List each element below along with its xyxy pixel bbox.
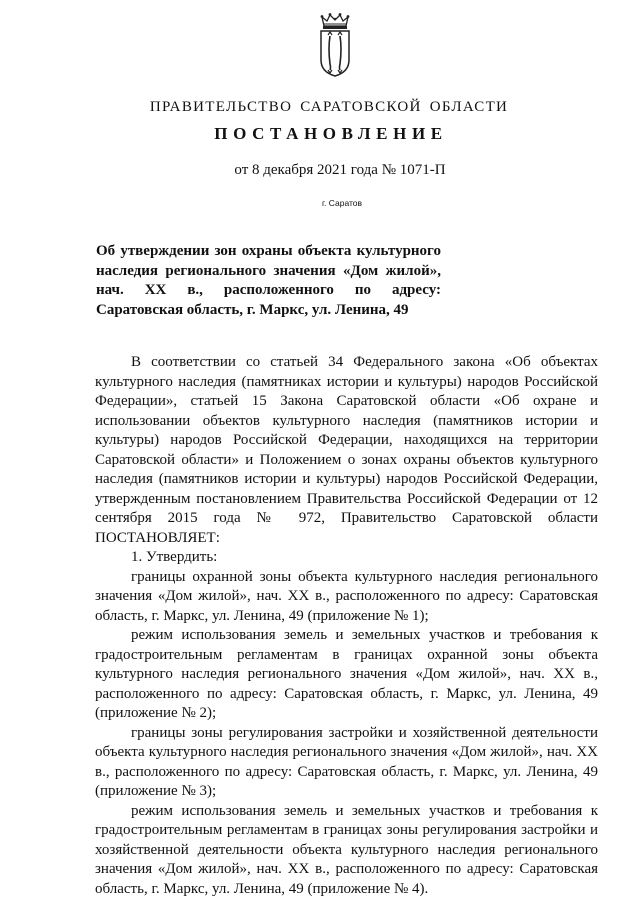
government-name: ПРАВИТЕЛЬСТВО САРАТОВСКОЙ ОБЛАСТИ bbox=[149, 99, 509, 115]
preamble-paragraph: В соответствии со статьей 34 Федерального закона «Об объектах культурного наследия (памятниках истории и культуры) народов Российской Федерации», статьей 15 Закона Саратовской области «Об охране и использовании объектов культурного наследия (памятников истории и культуры) народов Российской Федерации, находящихся на территории Саратовской области» и Положением о зонах охраны объектов культурного наследия (памятников истории и культуры) народов Российской Федерации, утвержденным постановлением Правительства Российской Федерации от 12 сентября 2015 года № 972, Правительство Саратовской области ПОСТАНОВЛЯЕТ: bbox=[95, 354, 598, 546]
subitem-paragraph-3: границы зоны регулирования застройки и хозяйственной деятельности объекта культурного наследия регионального значения «Дом жилой», нач. XX в., расположенного по адресу: Саратовская область, г. Маркс, ул. Ленина, 49 (приложение № 3); bbox=[95, 724, 598, 799]
item-1-paragraph: 1. Утвердить: bbox=[131, 549, 218, 565]
document-date-number: от 8 декабря 2021 года № 1071-П bbox=[234, 162, 446, 178]
document-city: г. Саратов bbox=[321, 198, 363, 208]
document-type: ПОСТАНОВЛЕНИЕ bbox=[214, 124, 448, 143]
saratov-region-coat-of-arms-icon bbox=[318, 12, 352, 78]
subitem-paragraph-4: режим использования земель и земельных участков и требования к градостроительным регламентам в границах зоны регулирования застройки и хозяйственной деятельности объекта культурного наследия регионального значения «Дом жилой», нач. XX в., расположенного по адресу: Саратовская область, г. Маркс, ул. Ленина, 49 (приложение № 4). bbox=[95, 802, 598, 897]
subitem-paragraph-2: режим использования земель и земельных участков и требования к градостроительным регламентам в границах охранной зоны объекта культурного наследия регионального значения «Дом жилой», нач. XX в., расположенного по адресу: Саратовская область, г. Маркс, ул. Ленина, 49 (приложение № 2); bbox=[95, 627, 598, 721]
document-body bbox=[95, 353, 598, 899]
document-subject: Об утверждении зон охраны объекта культурного наследия регионального значения «Дом жилой», нач. XX в., расположенного по адресу: Саратовская область, г. Маркс, ул. Ленина, 49 bbox=[96, 243, 441, 319]
subitem-paragraph-1: границы охранной зоны объекта культурного наследия регионального значения «Дом жилой», нач. XX в., расположенного по адресу: Саратовская область, г. Маркс, ул. Ленина, 49 (приложение № 1); bbox=[95, 568, 598, 624]
